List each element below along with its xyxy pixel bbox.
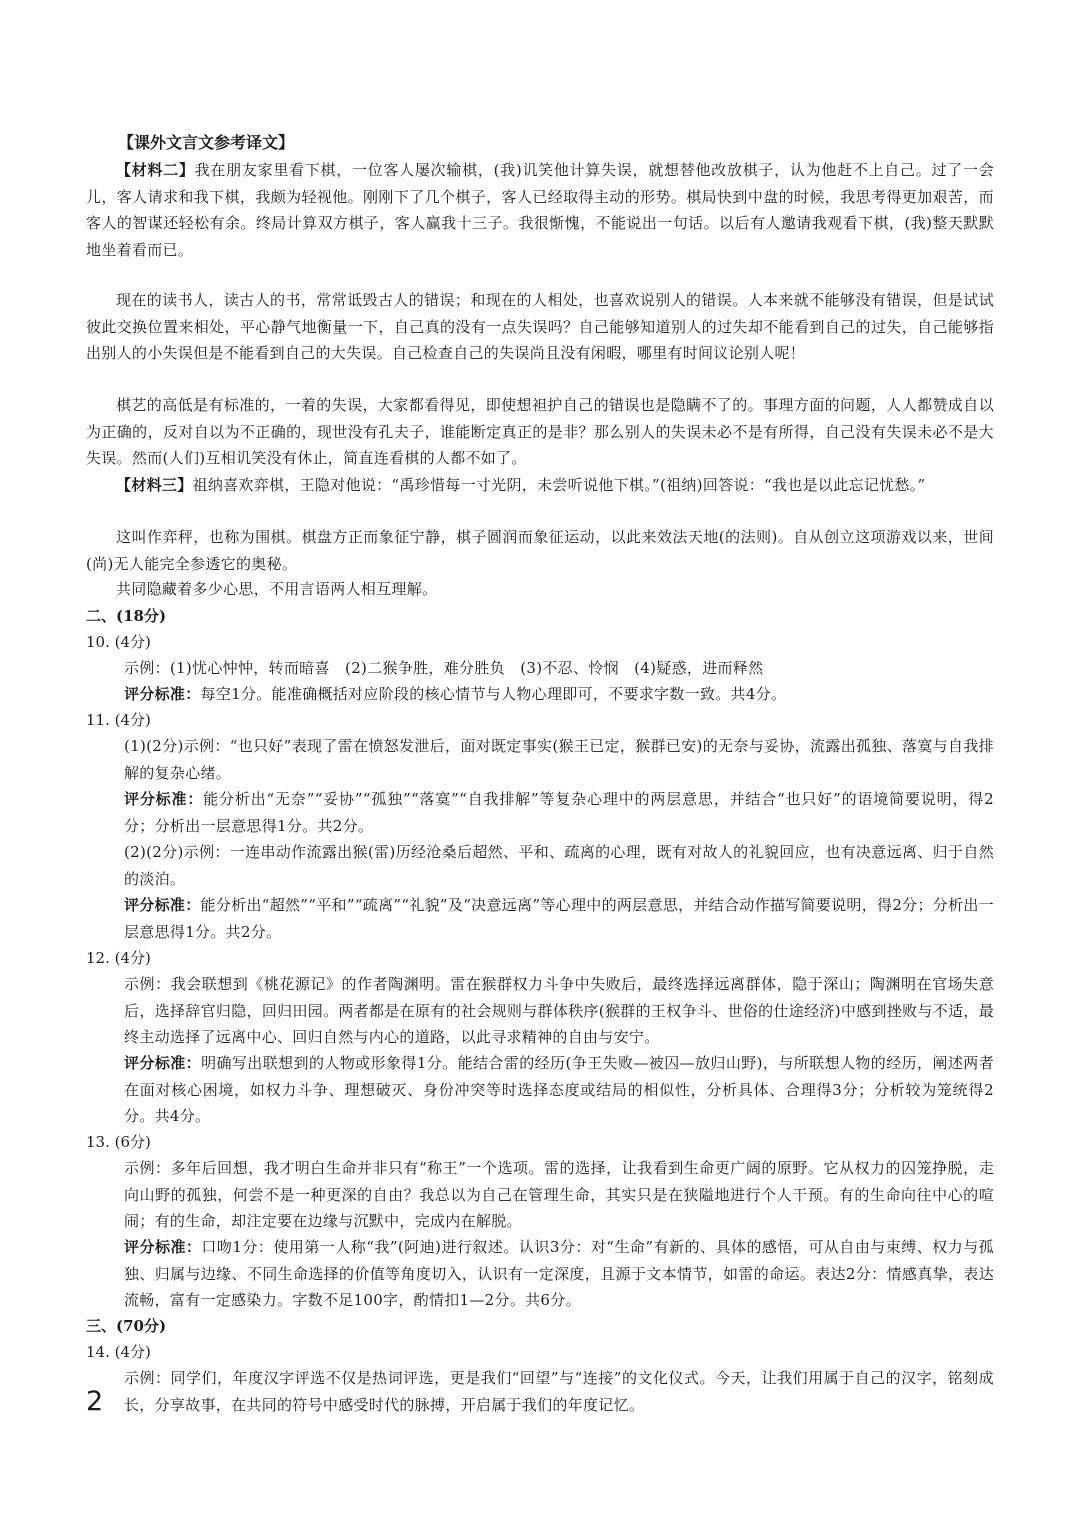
question-12-example: 示例：我会联想到《桃花源记》的作者陶渊明。雷在猴群权力斗争中失败后，最终选择远离群体，隐于深山；陶渊明在官场失意后，选择辞官归隐，回归田园。两者都是在原有的社会规则与群体秩序(猴群的王权争斗、世俗的仕途经济)中感到挫败与不适，最终主动选择了远离中心、回归自然与内心的道路，以此寻求精神的自由与安宁。 [124,975,994,1046]
material2-paragraph-1 [86,157,994,263]
question-11-number: 11. (4分) [86,711,151,729]
section-heading: 【课外文言文参考译文】 [118,133,295,152]
material3-paragraph-2: 这叫作弈秤，也称为围棋。棋盘方正而象征宁静，棋子圆润而象征运动，以此来效法天地(的法则)。自从创立这项游戏以来，世间(尚)无人能完全参透它的奥秘。 [86,528,994,573]
question-13-number: 13. (6分) [86,1133,151,1151]
question-13-example: 示例：多年后回想，我才明白生命并非只有“称王”一个选项。雷的选择，让我看到生命更广阔的原野。它从权力的囚笼挣脱，走向山野的孤独，何尝不是一种更深的自由？我总以为自己在管理生命，其实只是在狭隘地进行个人干预。有的生命向往中心的喧闹；有的生命，却注定要在边缘与沉默中，完成内在解脱。 [124,1159,994,1230]
question-14-number: 14. (4分) [86,1343,151,1361]
section-3-heading: 三、(70分) [86,1317,167,1335]
question-13-criteria: 评分标准：口吻1分：使用第一人称“我”(阿迪)进行叙述。认识3分：对“生命”有新的、具体的感悟，可从自由与束缚、权力与孤独、归属与边缘、不同生命选择的价值等角度切入，认识有一定深度，且源于文本情节，如雷的命运。表达2分：情感真挚，表达流畅，富有一定感染力。字数不足100字，酌情扣1—2分。共6分。 [124,1238,994,1309]
page-number: 2 [86,1386,104,1417]
material2-text-1: 我在朋友家里看下棋，一位客人屡次输棋，(我)讥笑他计算失误，就想替他改放棋子，认为他赶不上自己。过了一会儿，客人请求和我下棋，我颇为轻视他。刚刚下了几个棋子，客人已经取得主动的形势。棋局快到中盘的时候，我思考得更加艰苦，而客人的智谋还轻松有余。终局计算双方棋子，客人赢我十三子。我很惭愧，不能说出一句话。以后有人邀请我观看下棋，(我)整天默默地坐着看而已。 [86,161,994,259]
material3-paragraph-3: 共同隐藏着多少心思，不用言语两人相互理解。 [116,580,438,598]
question-10-number: 10. (4分) [86,633,151,651]
section-2-heading: 二、(18分) [86,607,167,625]
question-14-example: 示例：同学们，年度汉字评选不仅是热词评选，更是我们“回望”与“连接”的文化仪式。今天，让我们用属于自己的汉字，铭刻成长，分享故事，在共同的符号中感受时代的脉搏，开启属于我们的年度记忆。 [124,1369,994,1414]
question-11-criteria-1: 评分标准：能分析出“无奈”“妥协”“孤独”“落寞”“自我排解”等复杂心理中的两层意思，并结合“也只好”的语境简要说明，得2分；分析出一层意思得1分。共2分。 [124,790,994,835]
material2-paragraph-2: 现在的读书人，读古人的书，常常诋毁古人的错误；和现在的人相处，也喜欢说别人的错误。人本来就不能够没有错误，但是试试彼此交换位置来相处，平心静气地衡量一下，自己真的没有一点失误吗？自己能够知道别人的过失却不能看到自己的过失，自己能够指出别人的小失误但是不能看到自己的大失误。自己检查自己的失误尚且没有闲暇，哪里有时间议论别人呢！ [86,291,994,362]
material3-paragraph-1 [86,472,994,499]
question-11-part-2: (2)(2分)示例：一连串动作流露出猴(雷)历经沧桑后超然、平和、疏离的心理，既有对故人的礼貌回应，也有决意远离、归于自然的淡泊。 [124,843,994,888]
material2-label: 【材料二】 [116,161,195,179]
question-12-number: 12. (4分) [86,949,151,967]
question-12-criteria: 评分标准：明确写出联想到的人物或形象得1分。能结合雷的经历(争王失败—被囚—放归山野)，与所联想人物的经历，阐述两者在面对核心困境，如权力斗争、理想破灭、身份冲突等时选择态度或结局的相似性，分析具体、合理得3分；分析较为笼统得2分。共4分。 [124,1054,994,1125]
material3-text-1: 祖纳喜欢弈棋，王隐对他说：“禹珍惜每一寸光阴，未尝听说他下棋。”(祖纳)回答说：“我也是以此忘记忧愁。” [192,476,926,494]
question-11-part-1: (1)(2分)示例：“也只好”表现了雷在愤怒发泄后，面对既定事实(猴王已定，猴群已安)的无奈与妥协，流露出孤独、落寞与自我排解的复杂心绪。 [124,737,994,782]
material2-paragraph-3: 棋艺的高低是有标准的，一着的失误，大家都看得见，即使想袒护自己的错误也是隐瞒不了的。事理方面的问题，人人都赞成自以为正确的，反对自以为不正确的，现世没有孔夫子，谁能断定真正的是非？那么别人的失误未必不是有所得，自己没有失误未必不是大失误。然而(人们)互相讥笑没有休止，简直连看棋的人都不如了。 [86,396,994,467]
question-10-criteria: 评分标准：每空1分。能准确概括对应阶段的核心情节与人物心理即可，不要求字数一致。共4分。 [124,685,787,703]
material3-label: 【材料三】 [116,476,193,494]
question-11-criteria-2: 评分标准：能分析出“超然”“平和”“疏离”“礼貌”及“决意远离”等心理中的两层意思，并结合动作描写简要说明，得2分；分析出一层意思得1分。共2分。 [124,896,994,941]
question-10-example: 示例：(1)忧心忡忡，转而暗喜 (2)二猴争胜，难分胜负 (3)不忍、怜悯 (4)疑惑，进而释然 [124,659,764,677]
